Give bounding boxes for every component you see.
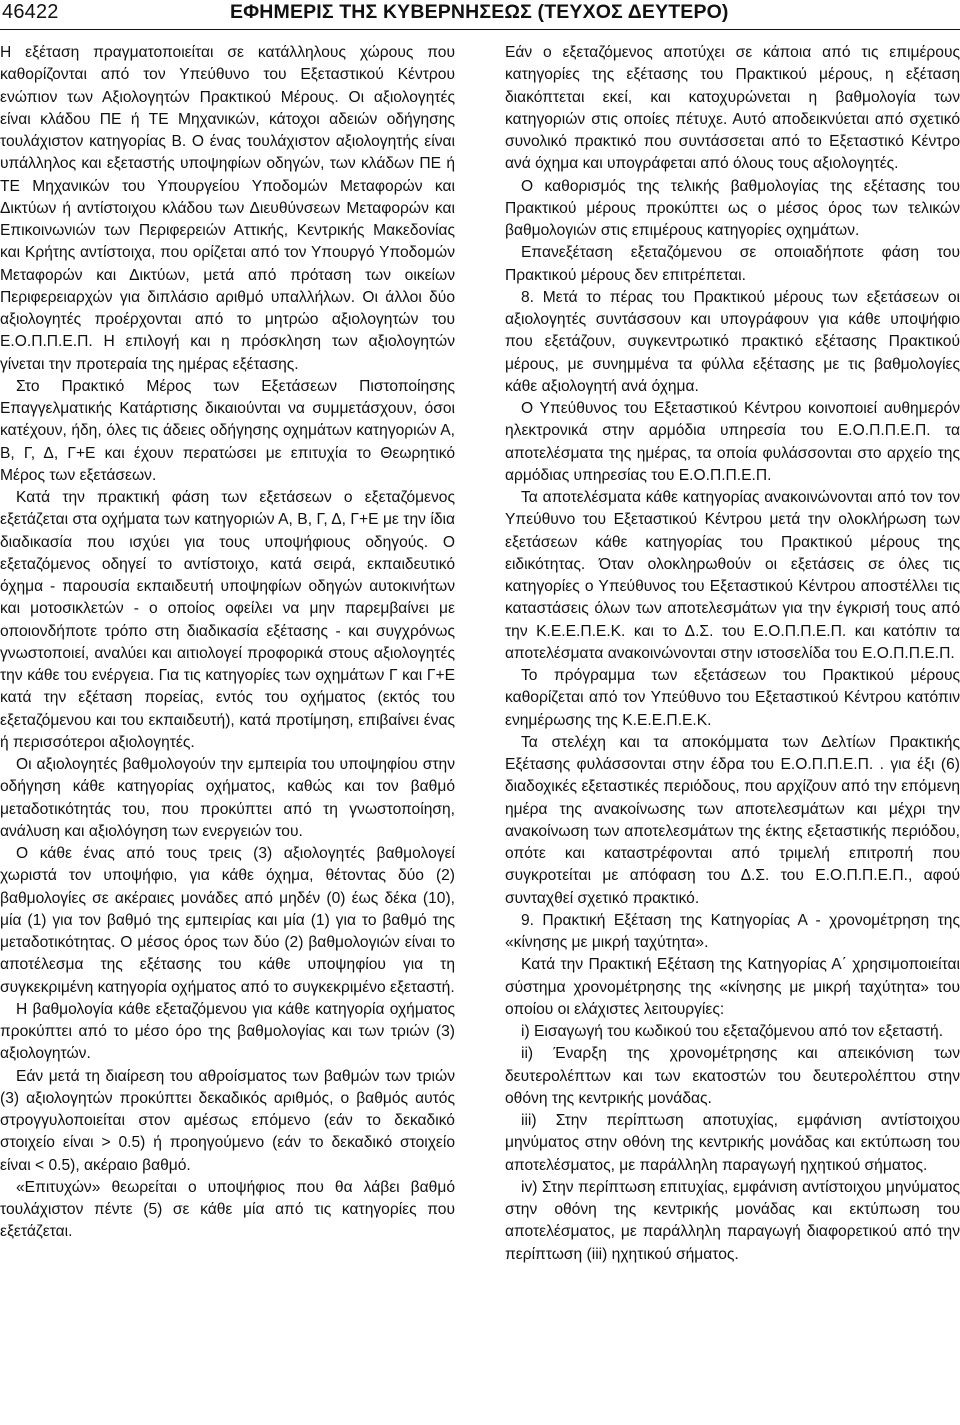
- paragraph: Ο Υπεύθυνος του Εξεταστικού Κέντρου κοινοποιεί αυθημερόν ηλεκτρονικά στην αρμόδια υπηρεσία του Ε.Ο.Π.Π.Ε.Π. τα αποτελέσματα της ημέρας, τα οποία φυλάσσονται στο αρχείο της αρμόδιας υπηρεσίας του Ε.Ο.Π.Π.Ε.Π.: [505, 400, 960, 484]
- list-item: iv) Στην περίπτωση επιτυχίας, εμφάνιση αντίστοιχου μηνύματος στην οθόνη της κεντρικής μονάδας και εκτύπωση του αποτελέσματος, με παράλληλη παραγωγή διαφορετικού από την περίπτωση (iii) ηχητικού σήματος.: [505, 1178, 960, 1263]
- paragraph: Η βαθμολογία κάθε εξεταζόμενου για κάθε κατηγορία οχήματος προκύπτει από το μέσο όρο της βαθμολογίας και των τριών (3) αξιολογητών.: [0, 1000, 455, 1063]
- paragraph: Ο καθορισμός της τελικής βαθμολογίας της εξέτασης του Πρακτικού μέρους προκύπτει ως ο μέσος όρος των τελικών βαθμολογιών στις επιμέρους κατηγορίες οχημάτων.: [505, 177, 960, 239]
- page-header: [0, 0, 960, 30]
- paragraph: Η εξέταση πραγματοποιείται σε κατάλληλους χώρους που καθορίζονται από τον Υπεύθυνο του Εξεταστικού Κέντρου ενώπιον των Αξιολογητών Πρακτικού Μέρους. Οι αξιολογητές είναι κλάδου ΠΕ ή ΤΕ Μηχανικών, κάτοχοι αδειών οδήγησης τουλάχιστον κατηγορίας Β. Ο ένας τουλάχιστον αξιολογητής είναι υπάλληλος και εξεταστής υποψηφίων οδηγών, των κλάδων ΠΕ ή ΤΕ Μηχανικών του Υπουργείου Υποδομών Μεταφορών και Δικτύων ή αντίστοιχου κλάδου των Διευθύνσεων Μεταφορών και Επικοινωνιών των Περιφερειών Αττικής, Κεντρικής Μακεδονίας και Κρήτης αντίστοιχα, που ορίζεται από τον Υπουργό Υποδομών Μεταφορών και Δικτύων, μετά από πρόταση των οικείων Περιφερειαρχών για διπλάσιο αριθμό υπαλλήλων. Οι άλλοι δύο αξιολογητές προέρχονται από το μητρώο αξιολογητών του Ε.Ο.Π.Π.Ε.Π. Η επιλογή και η πρόσκληση των αξιολογητών γίνεται την προτεραία της ημέρας εξέτασης.: [0, 44, 455, 373]
- list-item: iii) Στην περίπτωση αποτυχίας, εμφάνιση αντίστοιχου μηνύματος στην οθόνη της κεντρικής μονάδας και εκτύπωση του αποτελέσματος, με παράλληλη παραγωγή ηχητικού σήματος.: [505, 1112, 960, 1174]
- paragraph: Οι αξιολογητές βαθμολογούν την εμπειρία του υποψηφίου στην οδήγηση κάθε κατηγορίας οχήματος, καθώς και τον βαθμό μεταδοτικότητάς του, που προκύπτει από τη γνωστοποίηση, ανάλυση και αξιολόγηση των ενεργειών του.: [0, 756, 455, 840]
- gazette-title: ΕΦΗΜΕΡΙΣ ΤΗΣ ΚΥΒΕΡΝΗΣΕΩΣ (ΤΕΥΧΟΣ ΔΕΥΤΕΡΟ): [230, 1, 729, 23]
- left-column: [0, 42, 455, 1244]
- list-item: i) Εισαγωγή του κωδικού του εξεταζόμενου από τον εξεταστή.: [521, 1023, 944, 1040]
- paragraph: Κατά την Πρακτική Εξέταση της Κατηγορίας Α΄ χρησιμοποιείται σύστημα χρονομέτρησης της «κίνησης με μικρή ταχύτητα» του οποίου οι ελάχιστες λειτουργίες:: [505, 956, 960, 1018]
- paragraph: Εάν ο εξεταζόμενος αποτύχει σε κάποια από τις επιμέρους κατηγορίες της εξέτασης του Πρακτικού μέρους, η εξέταση διακόπτεται εκεί, και κατοχυρώνεται η βαθμολογία των κατηγοριών στις οποίες πέτυχε. Αυτό αποδεικνύεται από σχετικό συνολικό πρακτικό που συντάσσεται από το Εξεταστικό Κέντρο ανά όχημα και υπογράφεται από όλους τους αξιολογητές.: [505, 44, 960, 173]
- paragraph: Το πρόγραμμα των εξετάσεων του Πρακτικού μέρους καθορίζεται από τον Υπεύθυνο του Εξεταστικού Κέντρου κατόπιν ενημέρωσης της Κ.Ε.Ε.Π.Ε.Κ.: [505, 667, 960, 729]
- section-9-heading: 9. Πρακτική Εξέταση της Κατηγορίας Α - χρονομέτρηση της «κίνησης με μικρή ταχύτητα».: [505, 911, 960, 951]
- header-rule: [0, 29, 960, 30]
- paragraph: Τα αποτελέσματα κάθε κατηγορίας ανακοινώνονται από τον τον Υπεύθυνο του Εξεταστικού Κέντρου μετά την ολοκλήρωση των εξετάσεων κάθε κατηγορίας του Πρακτικού μέρους της ειδικότητας. Όταν ολοκληρωθούν οι εξετάσεις σε όλες τις κατηγορίες ο Υπεύθυνος του Εξεταστικού Κέντρου αποστέλλει τις καταστάσεις όλων των αποτελεσμάτων για την έγκρισή τους από την Κ.Ε.Ε.Π.Ε.Κ. και το Δ.Σ. του Ε.Ο.Π.Π.Ε.Π. και κατόπιν τα αποτελέσματα ανακοινώνονται στην ιστοσελίδα του Ε.Ο.Π.Π.Ε.Π.: [505, 489, 960, 662]
- paragraph: Ο κάθε ένας από τους τρεις (3) αξιολογητές βαθμολογεί χωριστά τον υποψήφιο, για κάθε όχημα, θέτοντας δύο (2) βαθμολογίες σε ακέραιες μονάδες από μηδέν (0) έως δέκα (10), μία (1) για τον βαθμό της εμπειρίας και μία (1) για το βαθμό της μεταδοτικότητας. Ο μέσος όρος των δύο (2) βαθμολογιών είναι το αποτέλεσμα της εξέτασης του κάθε υποψηφίου για τη συγκεκριμένη κατηγορία οχήματος από το συγκεκριμένο εξεταστή.: [0, 845, 455, 996]
- paragraph: Στο Πρακτικό Μέρος των Εξετάσεων Πιστοποίησης Επαγγελματικής Κατάρτισης δικαιούνται να συμμετάσχουν, όσοι κατέχουν, ήδη, όλες τις άδειες οδήγησης οχημάτων κατηγοριών Α, Β, Γ, Δ, Γ+Ε και έχουν περατώσει με επιτυχία το Θεωρητικό Μέρος των εξετάσεων.: [0, 377, 455, 484]
- paragraph: Κατά την πρακτική φάση των εξετάσεων ο εξεταζόμενος εξετάζεται στα οχήματα των κατηγοριών Α, Β, Γ, Δ, Γ+Ε με την ίδια διαδικασία που ισχύει για τους υποψήφιους οδηγούς. Ο εξεταζόμενος οδηγεί το αντίστοιχο, κατά σειρά, εκπαιδευτικό όχημα - παρουσία εκπαιδευτή υποψηφίων οδηγών αυτοκινήτων και μοτοσικλετών - ο οποίος οφείλει να μην παρεμβαίνει με οποιονδήποτε τρόπο στη διαδικασία εξέτασης - και συγχρόνως γνωστοποιεί, αναλύει και αιτιολογεί προφορικά στους αξιολογητές την κάθε του ενέργεια. Για τις κατηγορίες των οχημάτων Γ και Γ+Ε κατά την εξέταση πορείας, εντός του οχήματος (εκτός του εξεταζόμενου και του εκπαιδευτή), κατά προτίμηση, επιβαίνει ένας ή περισσότεροι αξιολογητές.: [0, 489, 455, 751]
- paragraph: Επανεξέταση εξεταζόμενου σε οποιαδήποτε φάση του Πρακτικού μέρους δεν επιτρέπεται.: [505, 244, 960, 284]
- page-number: 46422: [2, 1, 59, 23]
- paragraph: Εάν μετά τη διαίρεση του αθροίσματος των βαθμών των τριών (3) αξιολογητών προκύπτει δεκαδικός αριθμός, ο βαθμός αυτός στρογγυλοποιείται στον αμέσως επόμενο (εάν το δεκαδικό στοιχείο είναι > 0.5) ή προηγούμενο (εάν το δεκαδικό στοιχείο είναι < 0.5), ακέραιο βαθμό.: [0, 1067, 455, 1174]
- paragraph: «Επιτυχών» θεωρείται ο υποψήφιος που θα λάβει βαθμό τουλάχιστον πέντε (5) σε κάθε μία από τις κατηγορίες που εξετάζεται.: [0, 1178, 455, 1241]
- right-column: [505, 42, 960, 1266]
- paragraph: Τα στελέχη και τα αποκόμματα των Δελτίων Πρακτικής Εξέτασης φυλάσσονται στην έδρα του Ε.Ο.Π.Π.Ε.Π. . για έξι (6) διαδοχικές εξεταστικές περιόδους, που αρχίζουν από την επόμενη ημέρα της ανακοίνωσης των αποτελεσμάτων και μέχρι την ανακοίνωση των αποτελεσμάτων της έκτης εξεταστικής περιόδου, οπότε και καταστρέφονται από τριμελή επιτροπή που συγκροτείται με απόφαση του Δ.Σ. του Ε.Ο.Π.Π.Ε.Π., αφού συνταχθεί σχετικό πρακτικό.: [505, 733, 960, 907]
- list-item: ii) Έναρξη της χρονομέτρησης και απεικόνιση των δευτερολέπτων και των εκατοστών του δευτερολέπτου στην οθόνη της κεντρικής μονάδας.: [505, 1045, 960, 1107]
- section-8-paragraph: 8. Μετά το πέρας του Πρακτικού μέρους των εξετάσεων οι αξιολογητές συντάσσουν και υπογράφουν για κάθε υποψήφιο που εξετάζουν, συγκεντρωτικό πρακτικό εξέτασης Πρακτικού μέρους, με συνημμένα τα φύλλα εξέτασης με τις βαθμολογίες κάθε αξιολογητή ανά όχημα.: [505, 288, 960, 395]
